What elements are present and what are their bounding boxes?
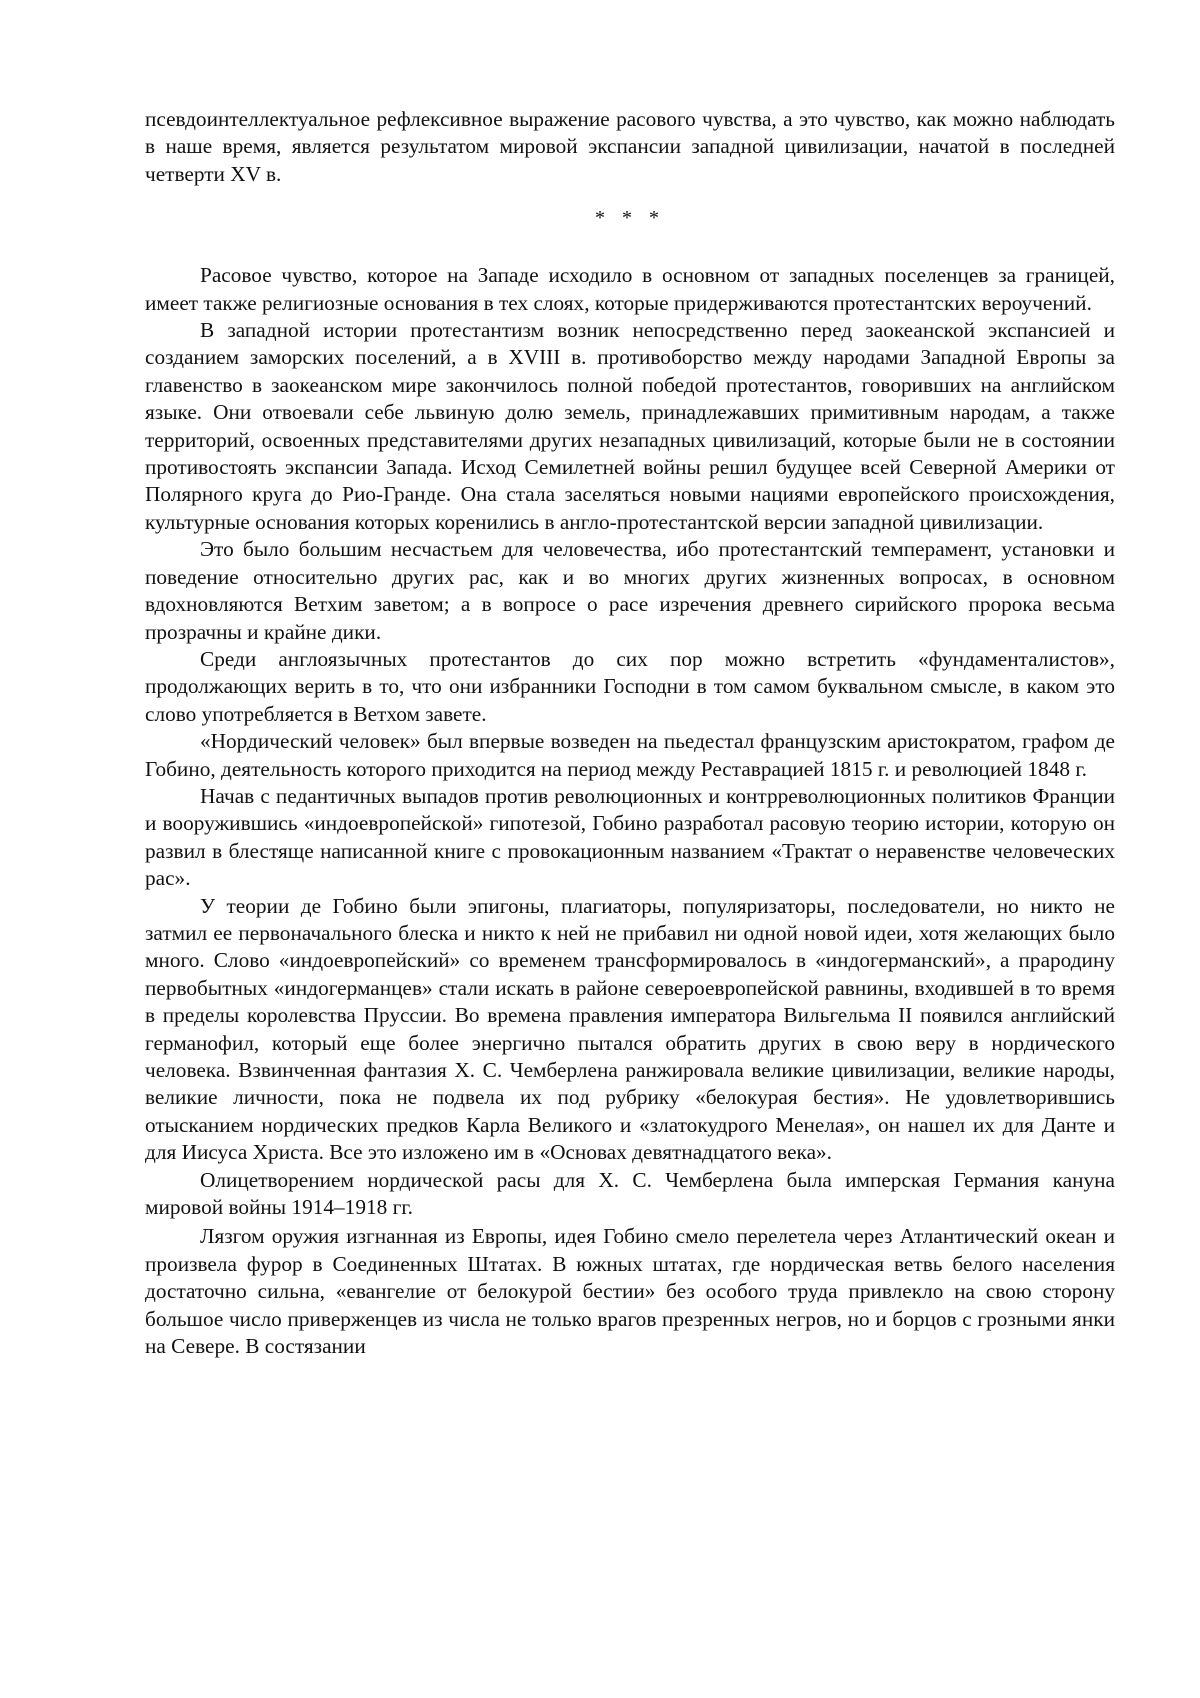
paragraph-9: Лязгом оружия изгнанная из Европы, идея Гобино смело перелетела через Атлантический океан и произвела фурор в Соединенных Штатах. В южных штатах, где нордическая ветвь белого населения достаточно сильна, «евангелие от белокурой бестии» без особого труда привлекло на свою сторону большое число приверженцев из числа не только врагов презренных негров, но и борцов с грозными янки на Севере. В состязании xyxy=(145,1224,1115,1359)
paragraph-3: Это было большим несчастьем для человечества, ибо протестантский темперамент, установки и поведение относительно других рас, как и во многих других жизненных вопросах, в основном вдохновляются Ветхим заветом; а в вопросе о расе изречения древнего сирийского пророка весьма прозрачны и крайне дики. xyxy=(145,537,1115,644)
section-separator: * * * xyxy=(595,207,665,230)
paragraph-2: В западной истории протестантизм возник непосредственно перед заокеанской экспансией и созданием заморских поселений, а в XVIII в. противоборство между народами Западной Европы за главенство в заокеанском мире закончилось полной победой протестантов, говоривших на английском языке. Они отвоевали себе львиную долю земель, принадлежавших примитивным народам, а также территорий, освоенных представителями других незападных цивилизаций, которые были не в состоянии противостоять экспансии Запада. Исход Семилетней войны решил будущее всей Северной Америки от Полярного круга до Рио-Гранде. Она стала заселяться новыми нациями европейского происхождения, культурные основания которых коренились в англо-протестантской версии западной цивилизации. xyxy=(145,318,1115,534)
paragraph-7: У теории де Гобино были эпигоны, плагиаторы, популяризаторы, последователи, но никто не затмил ее первоначального блеска и никто к ней не прибавил ни одной новой идеи, хотя желающих было много. Слово «индоевропейский» со временем трансформировалось в «индогерманский», а прародину первобытных «индогерманцев» стали искать в районе североевропейской равнины, входившей в то время в пределы королевства Пруссии. Во времена правления императора Вильгельма II появился английский германофил, который еще более энергично пытался обратить других в свою веру в нордического человека. Взвинченная фантазия Х. С. Чемберлена ранжировала великие цивилизации, великие народы, великие личности, пока не подвела их под рубрику «белокурая бестия». Не удовлетворившись отысканием нордических предков Карла Великого и «златокудрого Менелая», он нашел их для Данте и для Иисуса Христа. Все это изложено им в «Основах девятнадцатого века». xyxy=(145,893,1115,1165)
paragraph-6: Начав с педантичных выпадов против революционных и контрреволюционных политиков Франции и вооружившись «индоевропейской» гипотезой, Гобино разработал расовую теорию истории, которую он развил в блестяще написанной книге с провокационным названием «Трактат о неравенстве человеческих рас». xyxy=(145,783,1115,891)
paragraph-4: Среди англоязычных протестантов до сих пор можно встретить «фундаменталистов», продолжающих верить в то, что они избранники Господни в том самом буквальном смысле, в каком это слово употребляется в Ветхом завете. xyxy=(145,646,1115,726)
paragraph-5: «Нордический человек» был впервые возведен на пьедестал французским аристократом, графом де Гобино, деятельность которого приходится на период между Реставрацией 1815 г. и революцией 1848 г. xyxy=(145,729,1115,781)
opening-paragraph: псевдоинтеллектуальное рефлексивное выражение расового чувства, а это чувство, как можно наблюдать в наше время, является результатом мировой экспансии западной цивилизации, начатой в последней четверти XV в. xyxy=(145,107,1115,186)
paragraph-1: Расовое чувство, которое на Западе исходило в основном от западных поселенцев за границей, имеет также религиозные основания в тех слоях, которые придерживаются протестантских вероучений. xyxy=(145,263,1115,315)
paragraph-8: Олицетворением нордической расы для Х. С. Чемберлена была имперская Германия кануна мировой войны 1914–1918 гг. xyxy=(145,1167,1115,1220)
document-page xyxy=(145,106,1115,1360)
